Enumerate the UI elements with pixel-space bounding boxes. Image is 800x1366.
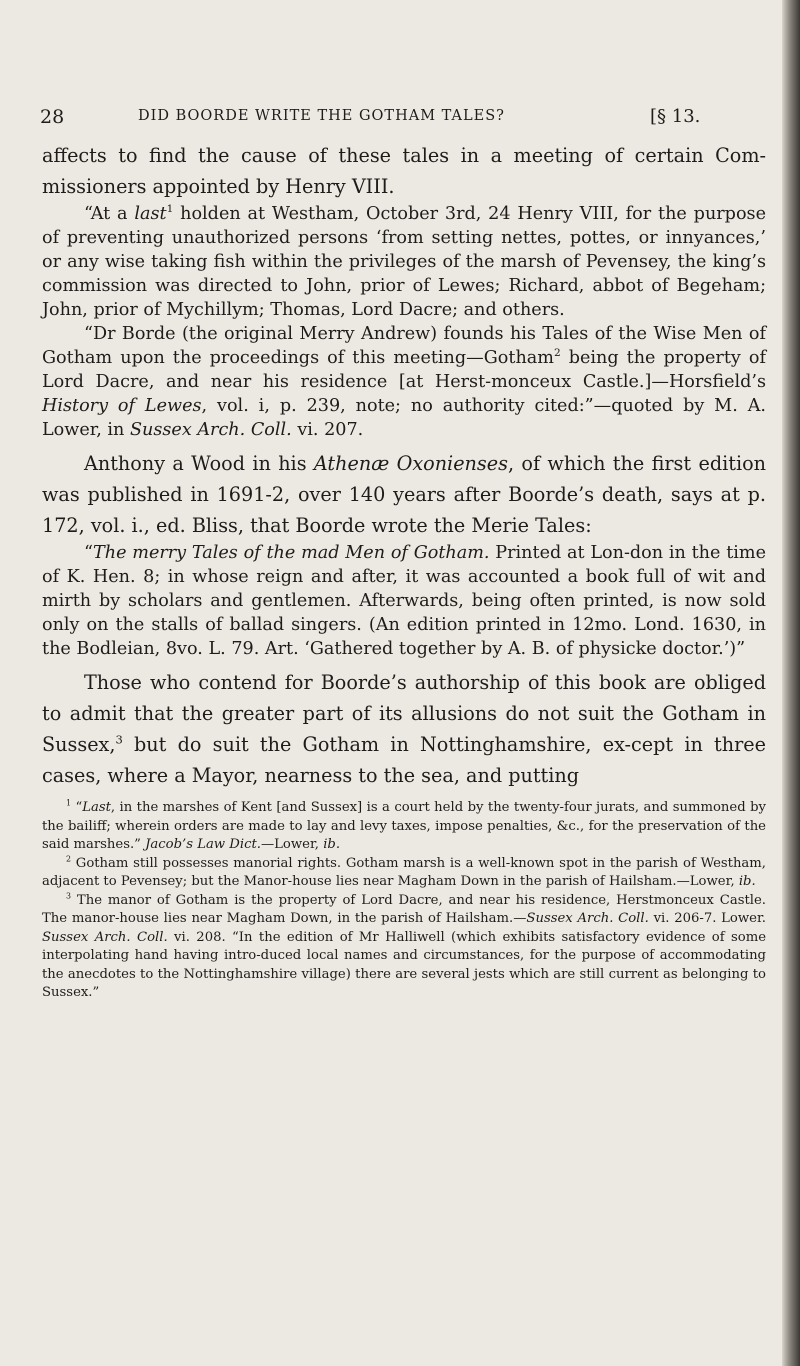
paragraph-intro: affects to find the cause of these tales in a meeting of certain Com-missioners appointed by Henry VIII. bbox=[42, 144, 766, 198]
paragraph-authorship: Those who contend for Boorde’s authorship of this book are obliged to admit that the greater part of its allusions do not suit the Gotham in Sussex,$^3$ but do suit the Gotham in Nottinghamshire, ex-cept in three cases, where a Mayor, nearness to the sea, and putting bbox=[42, 671, 766, 787]
footnote-3: $^3$ The manor of Gotham is the property of Lord Dacre, and near his residence, Herstmonceux Castle. The manor-house lies near Magham Down, in the parish of Hailsham.—Sussex Arch. Coll. vi. 206-7. Lower. Sussex Arch. Coll. vi. 208. “In the edition of Mr Halliwell (which exhibits satisfactory evidence of some interpolating hand having intro-duced local names and circumstances, for the purpose of accommodating the anecdotes to the Nottinghamshire village) there are several jests which are still current as belonging to Sussex.” bbox=[42, 891, 767, 1000]
quote-merry-tales: “The merry Tales of the mad Men of Gotham. Printed at Lon-don in the time of K. Hen. 8; in whose reign and after, it was accounted a book full of wit and mirth by scholars and gentlemen. Afterwards, being often printed, is now sold only on the stalls of ballad singers. (An edition printed in 12mo. Lond. 1630, in the Bodleian, 8vo. L. 79. Art. ‘Gathered together by A. B. of physicke doctor.’)” bbox=[42, 543, 766, 659]
footnotes bbox=[42, 799, 766, 1003]
section-marker: [§ 13. bbox=[650, 106, 701, 127]
quote-westham: “At a last$^1$ holden at Westham, October 3rd, 24 Henry VIII, for the purpose of preventing unauthorized persons ‘from setting nettes, pottes, or innyances,’ or any wise taking fish within the privileges of the marsh of Pevensey, the king’s commission was directed to John, prior of Lewes; Richard, abbot of Begeham; John, prior of Mychillym; Thomas, Lord Dacre; and others. bbox=[42, 203, 766, 320]
running-title: DID BOORDE WRITE THE GOTHAM TALES? bbox=[138, 108, 505, 124]
book-binding-edge bbox=[782, 0, 800, 1366]
footnote-ref-3[interactable]: 3 bbox=[115, 732, 123, 747]
footnote-2: $^2$ Gotham still possesses manorial rights. Gotham marsh is a well-known spot in the parish of Westham, adjacent to Pevensey; but the Manor-house lies near Magham Down in the parish of Hailsham.—Lower, ib. bbox=[42, 854, 766, 889]
footnote-1: $^1$ “Last, in the marshes of Kent [and Sussex] is a court held by the twenty-four jurats, and summoned by the bailiff; wherein orders are made to lay and levy taxes, impose penalties, &c., for the preservation of the said marshes.” Jacob’s Law Dict.—Lower, ib. bbox=[42, 798, 766, 852]
quote-borde: “Dr Borde (the original Merry Andrew) founds his Tales of the Wise Men of Gotham upon the proceedings of this meeting—Gotham$^2$ being the property of Lord Dacre, and near his residence [at Herst-monceux Castle.]—Horsfield’s History of Lewes, vol. i, p. 239, note; no authority cited:”—quoted by M. A. Lower, in Sussex Arch. Coll. vi. 207. bbox=[42, 324, 766, 440]
page-header bbox=[40, 106, 740, 136]
paragraph-wood: Anthony a Wood in his Athenæ Oxonienses, of which the first edition was published in 1691-2, over 140 years after Boorde’s death, says at p. 172, vol. i., ed. Bliss, that Boorde wrote the Merie Tales: bbox=[42, 452, 767, 537]
page-number: 28 bbox=[40, 106, 65, 128]
footnote-ref-2[interactable]: 2 bbox=[553, 347, 561, 360]
page-body bbox=[42, 140, 766, 1003]
footnote-ref-1[interactable]: 1 bbox=[166, 203, 174, 216]
